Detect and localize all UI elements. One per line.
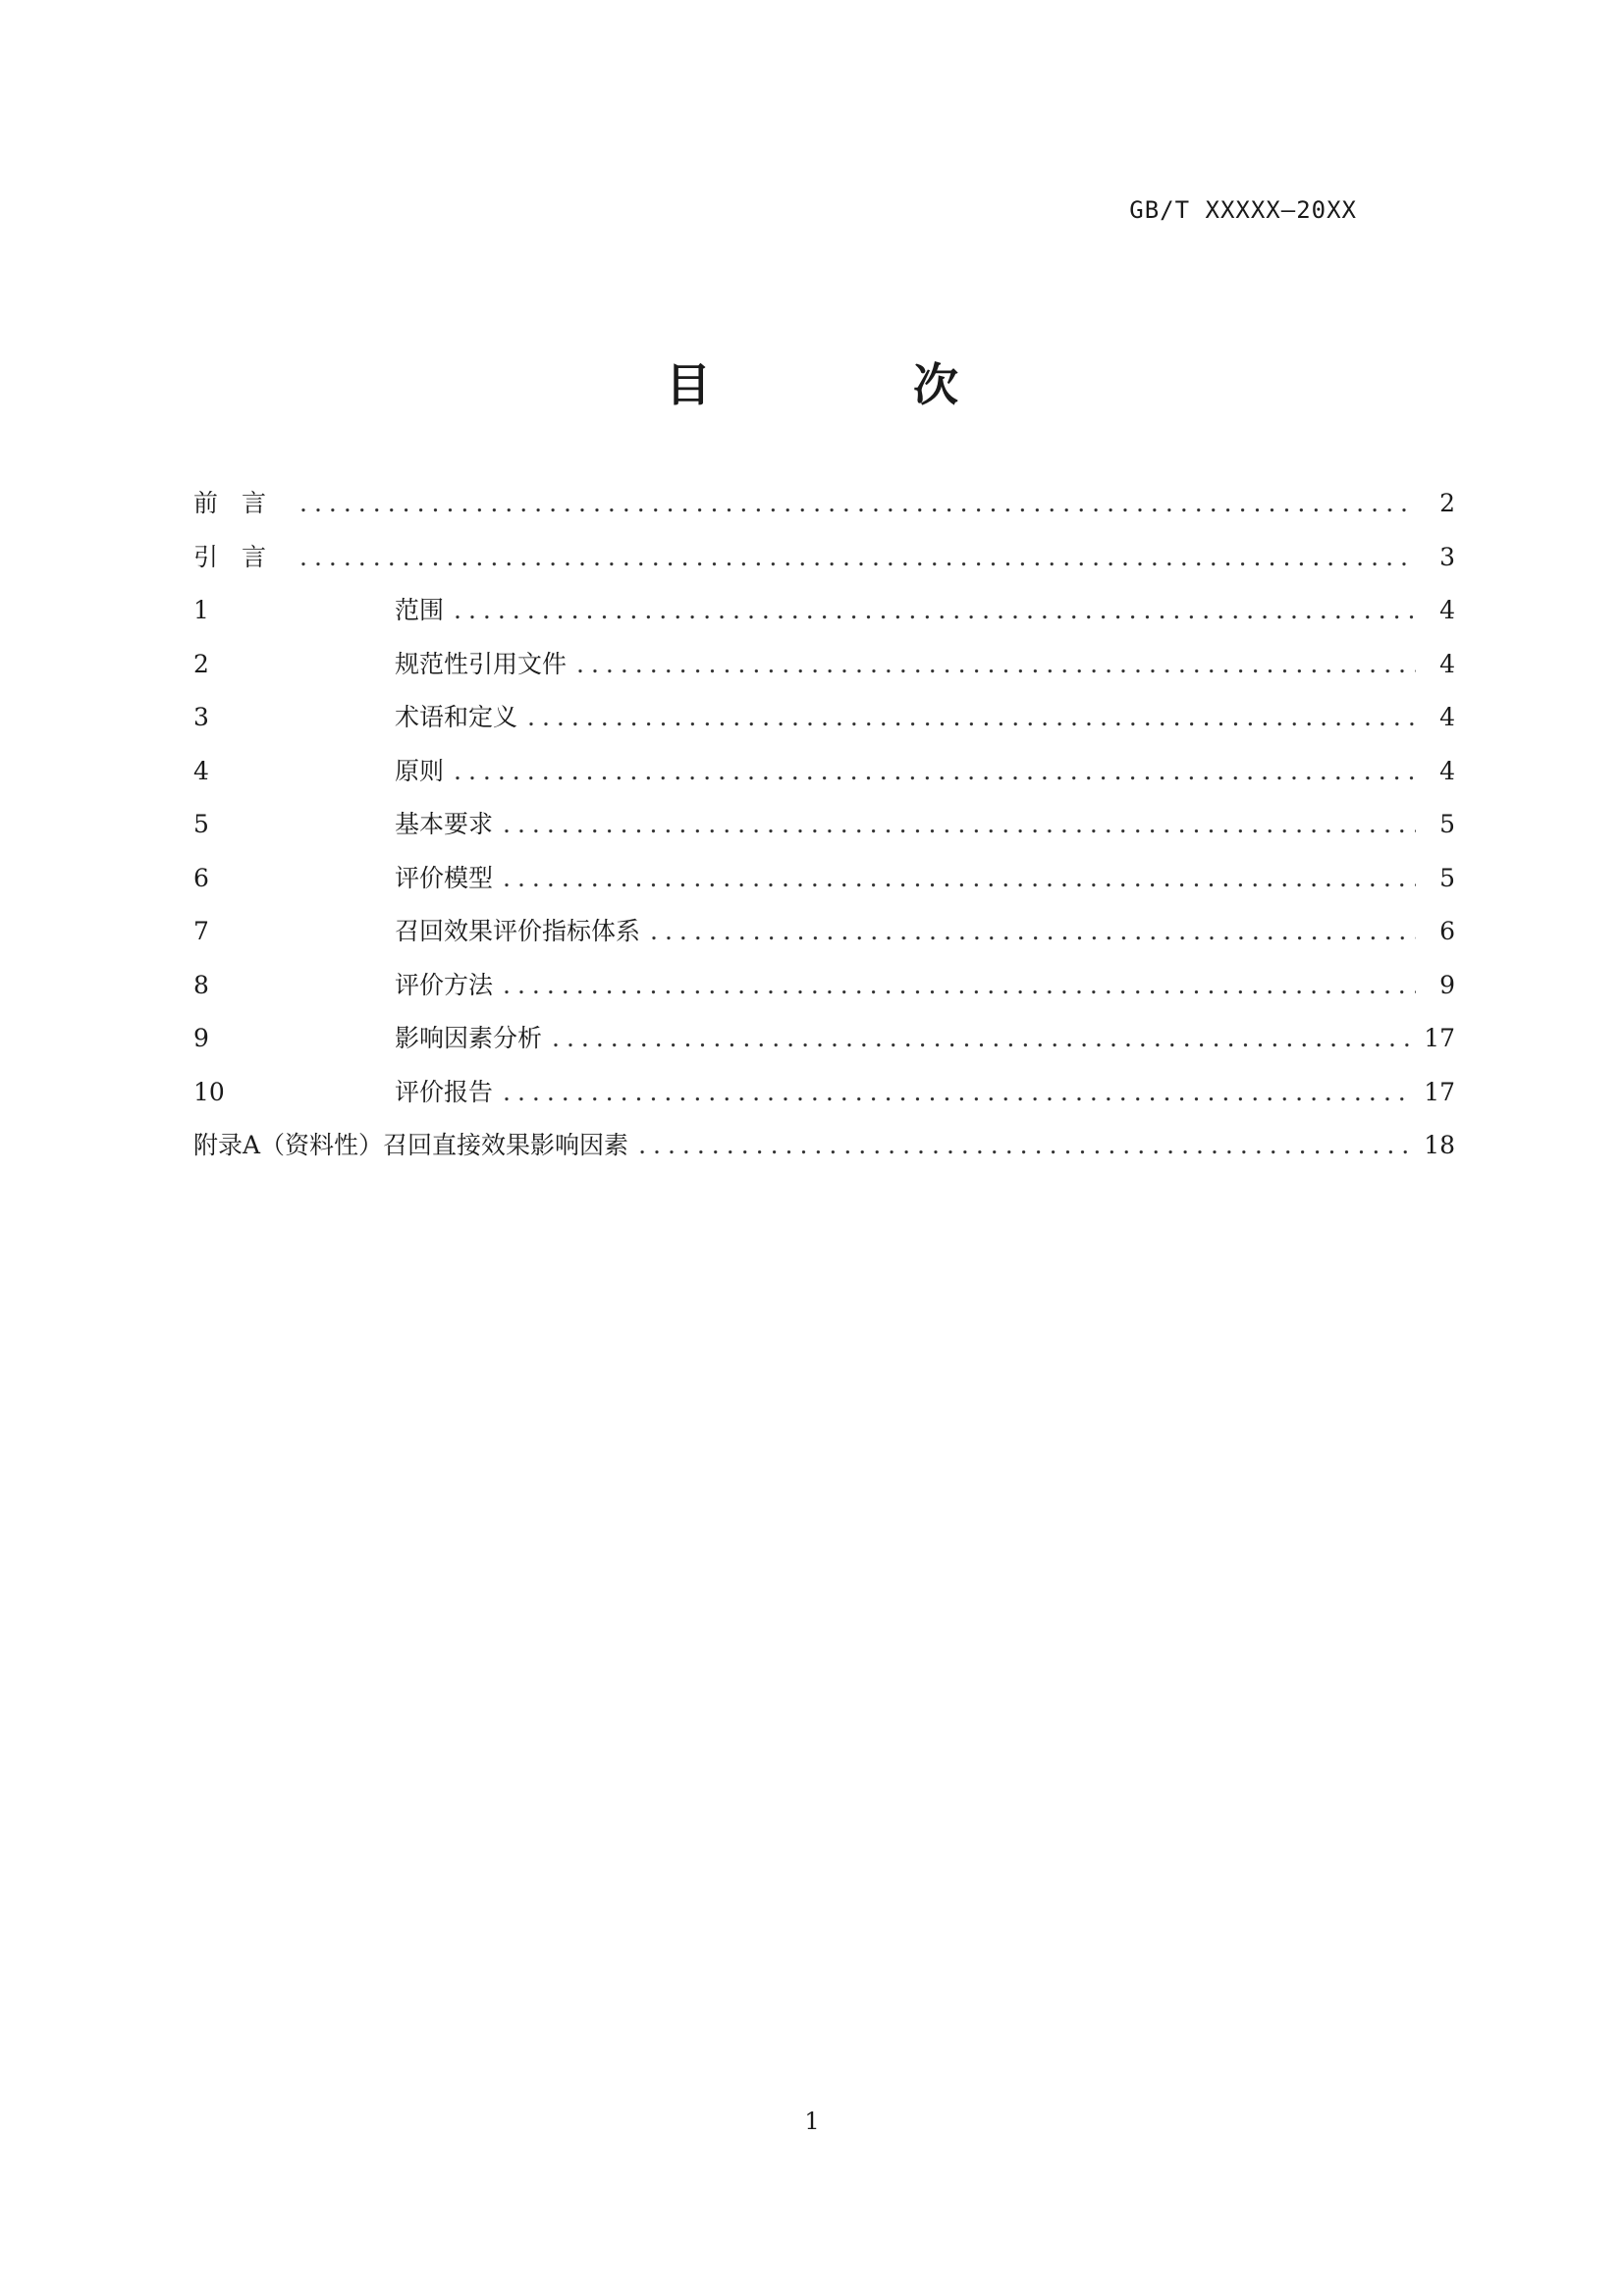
toc-entry-label: 评价方法 xyxy=(395,970,494,999)
toc-entry-label: 规范性引用文件 xyxy=(395,649,568,678)
toc-entry-page: 2 xyxy=(1439,489,1455,517)
toc-entry-label: 基本要求 xyxy=(395,810,494,838)
table-of-contents xyxy=(193,487,1455,1183)
toc-entry-page: 18 xyxy=(1424,1131,1455,1159)
toc-entry-label: 评价报告 xyxy=(395,1077,494,1106)
toc-entry-4[interactable] xyxy=(193,755,1455,809)
toc-entry-label: 术语和定义 xyxy=(395,703,518,731)
toc-entry-page: 3 xyxy=(1439,542,1455,571)
toc-leader-dots xyxy=(299,541,1416,574)
toc-leader-dots xyxy=(503,1076,1414,1109)
toc-entry-6[interactable] xyxy=(193,862,1455,916)
toc-entry-foreword[interactable] xyxy=(193,487,1455,541)
toc-leader-dots xyxy=(503,969,1416,1002)
toc-entry-page: 5 xyxy=(1439,863,1455,892)
toc-entry-page: 5 xyxy=(1439,810,1455,838)
toc-leader-dots xyxy=(638,1129,1414,1162)
toc-entry-3[interactable] xyxy=(193,701,1455,755)
toc-entry-label: 引言 xyxy=(193,542,291,571)
page-number: 1 xyxy=(804,2108,820,2135)
toc-leader-dots xyxy=(503,808,1416,841)
toc-entry-number: 5 xyxy=(193,810,209,838)
toc-entry-introduction[interactable] xyxy=(193,541,1455,595)
document-code: GB/T XXXXX—20XX xyxy=(1129,196,1357,224)
toc-leader-dots xyxy=(650,915,1416,948)
toc-entry-10[interactable] xyxy=(193,1076,1455,1130)
toc-leader-dots xyxy=(454,594,1416,627)
toc-entry-7[interactable] xyxy=(193,915,1455,969)
page-title: 目 次 xyxy=(666,358,1037,411)
toc-entry-number: 3 xyxy=(193,703,209,731)
toc-entry-number: 10 xyxy=(193,1077,225,1106)
toc-entry-9[interactable] xyxy=(193,1022,1455,1076)
toc-entry-page: 6 xyxy=(1439,917,1455,945)
toc-entry-page: 4 xyxy=(1439,756,1455,785)
toc-entry-label: 附录A（资料性）召回直接效果影响因素 xyxy=(193,1131,629,1159)
toc-entry-number: 9 xyxy=(193,1024,209,1052)
toc-entry-1[interactable] xyxy=(193,594,1455,648)
toc-entry-number: 6 xyxy=(193,863,209,892)
toc-entry-page: 9 xyxy=(1439,970,1455,999)
toc-entry-number: 4 xyxy=(193,756,209,785)
toc-leader-dots xyxy=(299,487,1416,520)
toc-entry-number: 1 xyxy=(193,596,209,624)
toc-entry-number: 7 xyxy=(193,917,209,945)
toc-entry-number: 2 xyxy=(193,649,209,678)
toc-entry-page: 4 xyxy=(1439,703,1455,731)
toc-entry-appendix-a[interactable] xyxy=(193,1129,1455,1183)
toc-entry-5[interactable] xyxy=(193,808,1455,862)
toc-entry-page: 4 xyxy=(1439,649,1455,678)
toc-leader-dots xyxy=(454,755,1416,788)
toc-entry-page: 17 xyxy=(1424,1024,1455,1052)
toc-entry-label: 召回效果评价指标体系 xyxy=(395,917,641,945)
toc-leader-dots xyxy=(576,648,1416,681)
toc-entry-page: 4 xyxy=(1439,596,1455,624)
toc-entry-page: 17 xyxy=(1424,1077,1455,1106)
toc-entry-label: 范围 xyxy=(395,596,445,624)
toc-leader-dots xyxy=(527,701,1416,734)
toc-entry-label: 评价模型 xyxy=(395,863,494,892)
toc-entry-label: 前言 xyxy=(193,489,291,517)
toc-entry-label: 原则 xyxy=(395,756,445,785)
toc-entry-2[interactable] xyxy=(193,648,1455,702)
toc-leader-dots xyxy=(552,1022,1414,1055)
toc-entry-number: 8 xyxy=(193,970,209,999)
toc-entry-8[interactable] xyxy=(193,969,1455,1023)
toc-leader-dots xyxy=(503,862,1416,895)
toc-entry-label: 影响因素分析 xyxy=(395,1024,543,1052)
